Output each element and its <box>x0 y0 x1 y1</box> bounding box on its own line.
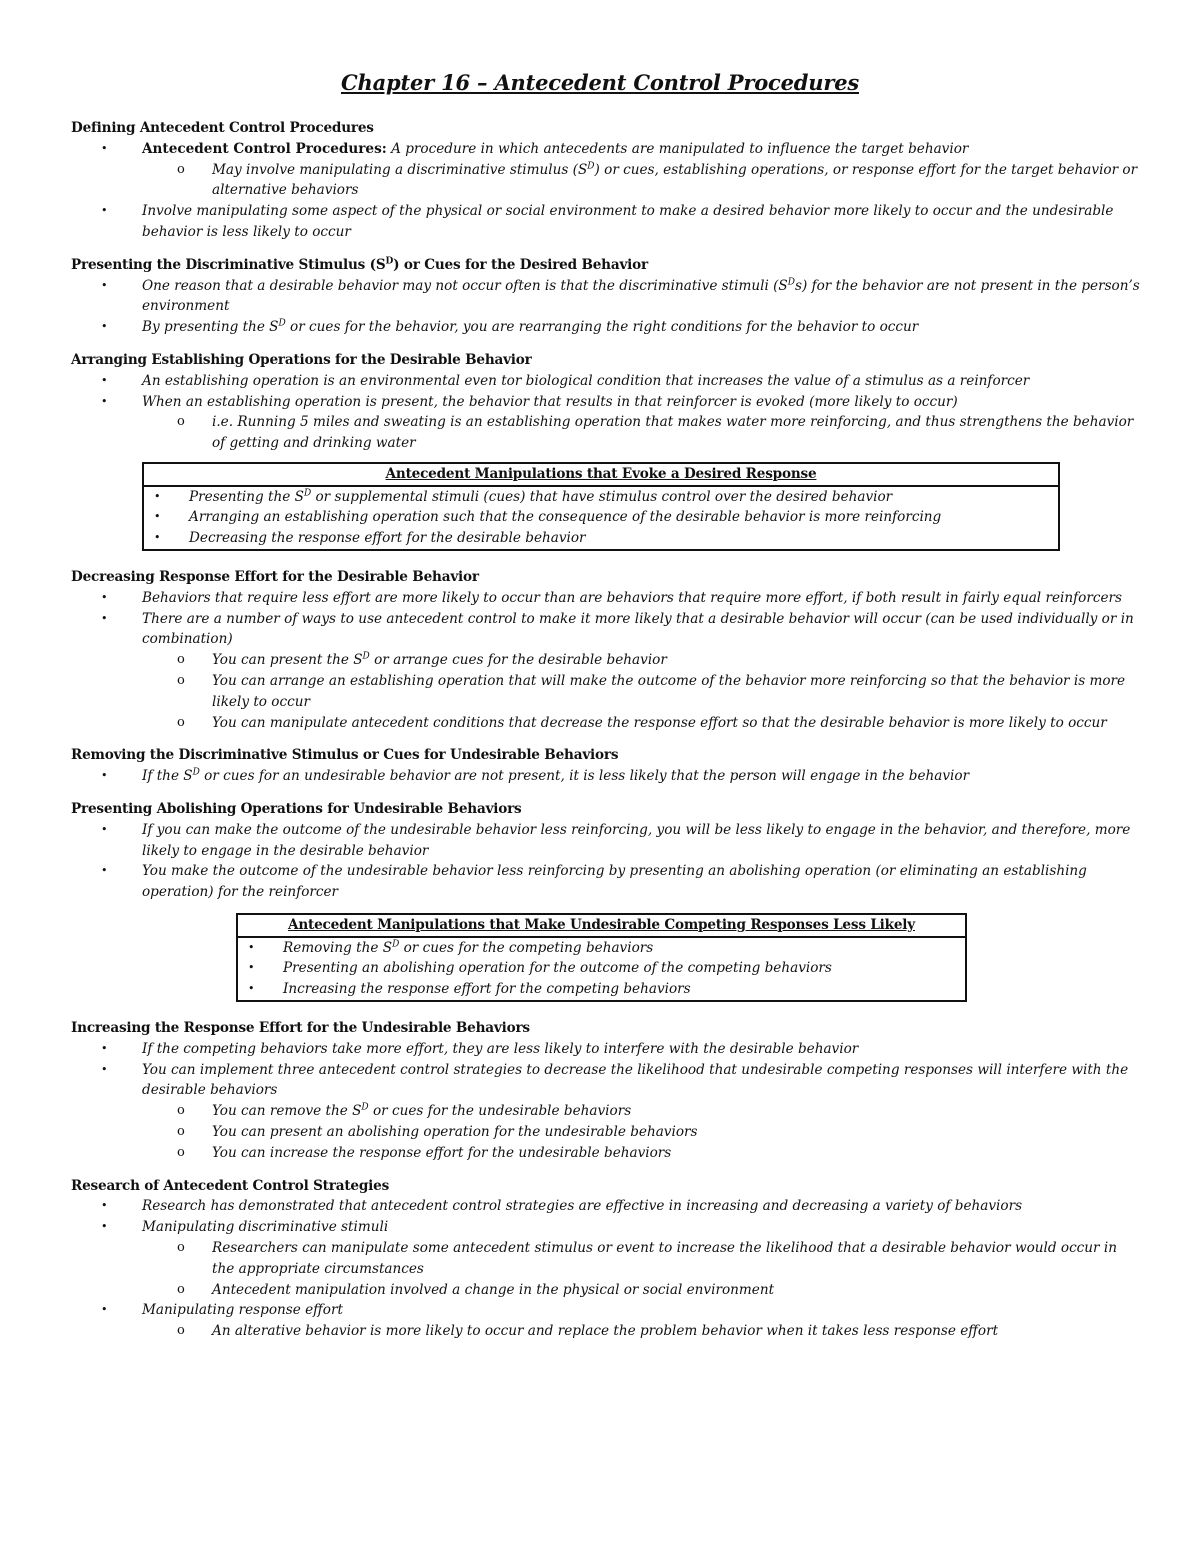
section-research <box>71 1176 1141 1342</box>
superscript: D <box>362 651 370 662</box>
box-list <box>144 487 1058 549</box>
item-text: Behaviors that require less effort are more likely to occur than are behaviors that require more effort, if both result in fairly equal reinforcers <box>142 589 1122 606</box>
section-defining <box>71 118 1141 243</box>
item-text: Manipulating response effort <box>142 1302 343 1319</box>
section-heading <box>71 255 1141 276</box>
list-item <box>71 766 1141 787</box>
section-increasing-effort <box>71 1018 1141 1164</box>
sub-bullet-icon: o <box>177 1239 185 1255</box>
item-text: There are a number of ways to use antecedent control to make it more likely that a desirable behavior will occur (can be used individually or in combination) <box>142 610 1134 648</box>
list-item <box>71 861 1141 903</box>
list-item <box>144 507 1058 527</box>
item-text: If the S <box>142 768 193 785</box>
summary-box-competing <box>236 913 967 1002</box>
item-text: Removing the S <box>283 939 393 956</box>
bullet-icon: • <box>101 864 108 878</box>
box-header: Antecedent Manipulations that Evoke a Desired Response <box>144 464 1058 487</box>
list-item <box>71 609 1141 651</box>
item-text: or cues for the undesirable behaviors <box>368 1103 632 1120</box>
item-text: Increasing the response effort for the competing behaviors <box>283 980 691 997</box>
list-item <box>71 1101 1141 1122</box>
item-text: By presenting the S <box>142 319 279 336</box>
section-heading: Defining Antecedent Control Procedures <box>71 120 374 136</box>
list-item <box>71 139 1141 160</box>
item-text: s) for the behavior are not present in the person’s environment <box>142 277 1140 315</box>
section-heading: Research of Antecedent Control Strategies <box>71 1177 390 1194</box>
bullet-icon: • <box>101 204 108 218</box>
item-text: An alterative behavior is more likely to occur and replace the problem behavior when it takes less response effort <box>212 1323 999 1340</box>
superscript: D <box>278 318 286 329</box>
list-item <box>238 979 965 999</box>
item-text: An establishing operation is an environmental even tor biological condition that increases the value of a stimulus as a reinforcer <box>142 372 1030 389</box>
bullet-icon: • <box>101 590 108 604</box>
list-item <box>71 1060 1141 1102</box>
item-text: or cues for the behavior, you are rearranging the right conditions for the behavior to occur <box>285 319 919 336</box>
sub-bullet-icon: o <box>177 672 185 688</box>
item-text: When an establishing operation is present, the behavior that results in that reinforcer is evoked (more likely to occur) <box>142 393 958 410</box>
bullet-icon: • <box>101 1199 108 1213</box>
item-text: or cues for an undesirable behavior are not present, it is less likely that the person will engage in the behavior <box>199 768 970 785</box>
bullet-icon: • <box>101 769 108 783</box>
bullet-icon: • <box>101 141 108 155</box>
item-text: Arranging an establishing operation such that the consequence of the desirable behavior is more reinforcing <box>189 509 942 526</box>
bullet-list <box>71 820 1141 903</box>
section-establishing-ops <box>71 350 1141 454</box>
bullet-icon: • <box>101 320 108 334</box>
section-decreasing-effort <box>71 567 1141 733</box>
bullet-icon: • <box>248 981 255 995</box>
item-text: or supplemental stimuli (cues) that have stimulus control over the desired behavior <box>311 488 893 505</box>
list-item <box>71 1122 1141 1143</box>
item-text: Presenting the S <box>189 488 304 505</box>
bullet-list <box>71 1039 1141 1164</box>
list-item <box>71 1280 1141 1301</box>
superscript: D <box>361 1102 369 1113</box>
bullet-icon: • <box>101 394 108 408</box>
superscript: D <box>385 256 394 267</box>
list-item <box>71 1039 1141 1060</box>
sub-bullet-icon: o <box>177 714 185 730</box>
list-item <box>144 528 1058 548</box>
section-removing-sd <box>71 745 1141 787</box>
bullet-icon: • <box>101 278 108 292</box>
term-label: Antecedent Control Procedures: <box>142 140 387 157</box>
item-text: May involve manipulating a discriminative stimulus (S <box>212 161 588 178</box>
list-item <box>144 487 1058 507</box>
bullet-list <box>71 139 1141 243</box>
superscript: D <box>587 161 595 172</box>
sub-bullet-icon: o <box>177 161 185 177</box>
item-text: Researchers can manipulate some antecedent stimulus or event to increase the likelihood that a desirable behavior would occur in the appropriate circumstances <box>212 1239 1117 1277</box>
summary-box-evoke <box>142 462 1060 551</box>
item-text: Decreasing the response effort for the desirable behavior <box>189 529 586 546</box>
item-text: One reason that a desirable behavior may not occur often is that the discriminative stimuli (S <box>142 277 788 294</box>
list-item <box>71 371 1141 392</box>
item-text: Antecedent manipulation involved a change in the physical or social environment <box>212 1281 775 1298</box>
bullet-icon: • <box>101 611 108 625</box>
heading-text: ) or Cues for the Desired Behavior <box>393 256 648 273</box>
page-title: Chapter 16 – Antecedent Control Procedures <box>340 70 859 95</box>
list-item <box>71 276 1141 318</box>
bullet-icon: • <box>101 1303 108 1317</box>
bullet-icon: • <box>101 1220 108 1234</box>
item-text: You can arrange an establishing operation that will make the outcome of the behavior more reinforcing so that the behavior is more likely to occur <box>212 672 1126 710</box>
list-item <box>71 317 1141 338</box>
item-text: You can present an abolishing operation for the undesirable behaviors <box>212 1123 698 1140</box>
item-text: You can increase the response effort for the undesirable behaviors <box>212 1144 672 1161</box>
item-text: You make the outcome of the undesirable behavior less reinforcing by presenting an abolishing operation (or eliminating an establishing operation) for the reinforcer <box>142 863 1087 901</box>
list-item <box>238 938 965 958</box>
section-heading: Arranging Establishing Operations for the Desirable Behavior <box>71 351 532 368</box>
item-text: You can manipulate antecedent conditions that decrease the response effort so that the desirable behavior is more likely to occur <box>212 714 1107 731</box>
sub-bullet-icon: o <box>177 1103 185 1119</box>
list-item <box>71 1196 1141 1217</box>
list-item <box>71 392 1141 413</box>
item-text: You can present the S <box>212 652 363 669</box>
bullet-icon: • <box>101 1041 108 1055</box>
list-item <box>71 201 1141 243</box>
list-item <box>71 820 1141 862</box>
list-item <box>238 958 965 978</box>
superscript: D <box>787 277 795 288</box>
item-text: A procedure in which antecedents are manipulated to influence the target behavior <box>386 140 969 157</box>
heading-text: Presenting the Discriminative Stimulus (S <box>71 256 386 273</box>
document-body <box>71 118 1141 1354</box>
box-list <box>238 938 965 1000</box>
bullet-list <box>71 276 1141 338</box>
sub-bullet-icon: o <box>177 1123 185 1139</box>
list-item <box>71 713 1141 734</box>
item-text: Research has demonstrated that antecedent control strategies are effective in increasing and decreasing a variety of behaviors <box>142 1198 1023 1215</box>
bullet-list <box>71 766 1141 787</box>
box-header: Antecedent Manipulations that Make Undesirable Competing Responses Less Likely <box>238 915 965 938</box>
bullet-icon: • <box>101 373 108 387</box>
bullet-icon: • <box>154 530 161 544</box>
section-presenting-sd <box>71 255 1141 338</box>
sub-bullet-icon: o <box>177 1323 185 1339</box>
bullet-icon: • <box>154 489 161 503</box>
list-item <box>71 1143 1141 1164</box>
item-text: If the competing behaviors take more effort, they are less likely to interfere with the desirable behavior <box>142 1040 859 1057</box>
sub-bullet-icon: o <box>177 414 185 430</box>
item-text: ) or cues, establishing operations, or response effort for the target behavior or alternative behaviors <box>212 161 1138 199</box>
list-item <box>71 588 1141 609</box>
bullet-list <box>71 588 1141 734</box>
list-item <box>71 1300 1141 1321</box>
sub-bullet-icon: o <box>177 1144 185 1160</box>
item-text: You can remove the S <box>212 1103 362 1120</box>
item-text: Involve manipulating some aspect of the physical or social environment to make a desired behavior more likely to occur and the undesirable behavior is less likely to occur <box>142 203 1114 240</box>
bullet-list <box>71 1196 1141 1342</box>
item-text: Presenting an abolishing operation for the outcome of the competing behaviors <box>283 960 832 977</box>
item-text: or cues for the competing behaviors <box>399 939 654 956</box>
item-text: If you can make the outcome of the undesirable behavior less reinforcing, you will be less likely to engage in the behavior, and therefore, more likely to engage in the desirable behavior <box>142 821 1131 859</box>
item-text: or arrange cues for the desirable behavior <box>369 652 667 669</box>
list-item <box>71 650 1141 671</box>
bullet-icon: • <box>101 822 108 836</box>
list-item <box>71 1321 1141 1342</box>
section-heading: Removing the Discriminative Stimulus or Cues for Undesirable Behaviors <box>71 747 619 764</box>
superscript: D <box>303 488 312 499</box>
list-item <box>71 1217 1141 1238</box>
sub-bullet-icon: o <box>177 1281 185 1297</box>
superscript: D <box>192 767 200 778</box>
bullet-icon: • <box>101 1062 108 1076</box>
section-heading: Increasing the Response Effort for the Undesirable Behaviors <box>71 1019 530 1036</box>
item-text: Manipulating discriminative stimuli <box>142 1219 389 1236</box>
item-text: i.e. Running 5 miles and sweating is an establishing operation that makes water more reinforcing, and thus strengthens the behavior of getting and drinking water <box>212 414 1134 452</box>
bullet-icon: • <box>248 961 255 975</box>
list-item <box>71 160 1141 202</box>
item-text: You can implement three antecedent control strategies to decrease the likelihood that undesirable competing responses will interfere with the desirable behaviors <box>142 1061 1129 1099</box>
section-heading: Presenting Abolishing Operations for Undesirable Behaviors <box>71 800 522 817</box>
list-item <box>71 1238 1141 1280</box>
bullet-list <box>71 371 1141 454</box>
bullet-icon: • <box>248 940 255 954</box>
section-abolishing-ops <box>71 799 1141 903</box>
list-item <box>71 412 1141 454</box>
sub-bullet-icon: o <box>177 652 185 668</box>
bullet-icon: • <box>154 510 161 524</box>
section-heading: Decreasing Response Effort for the Desirable Behavior <box>71 568 479 585</box>
list-item <box>71 671 1141 713</box>
superscript: D <box>392 939 400 950</box>
